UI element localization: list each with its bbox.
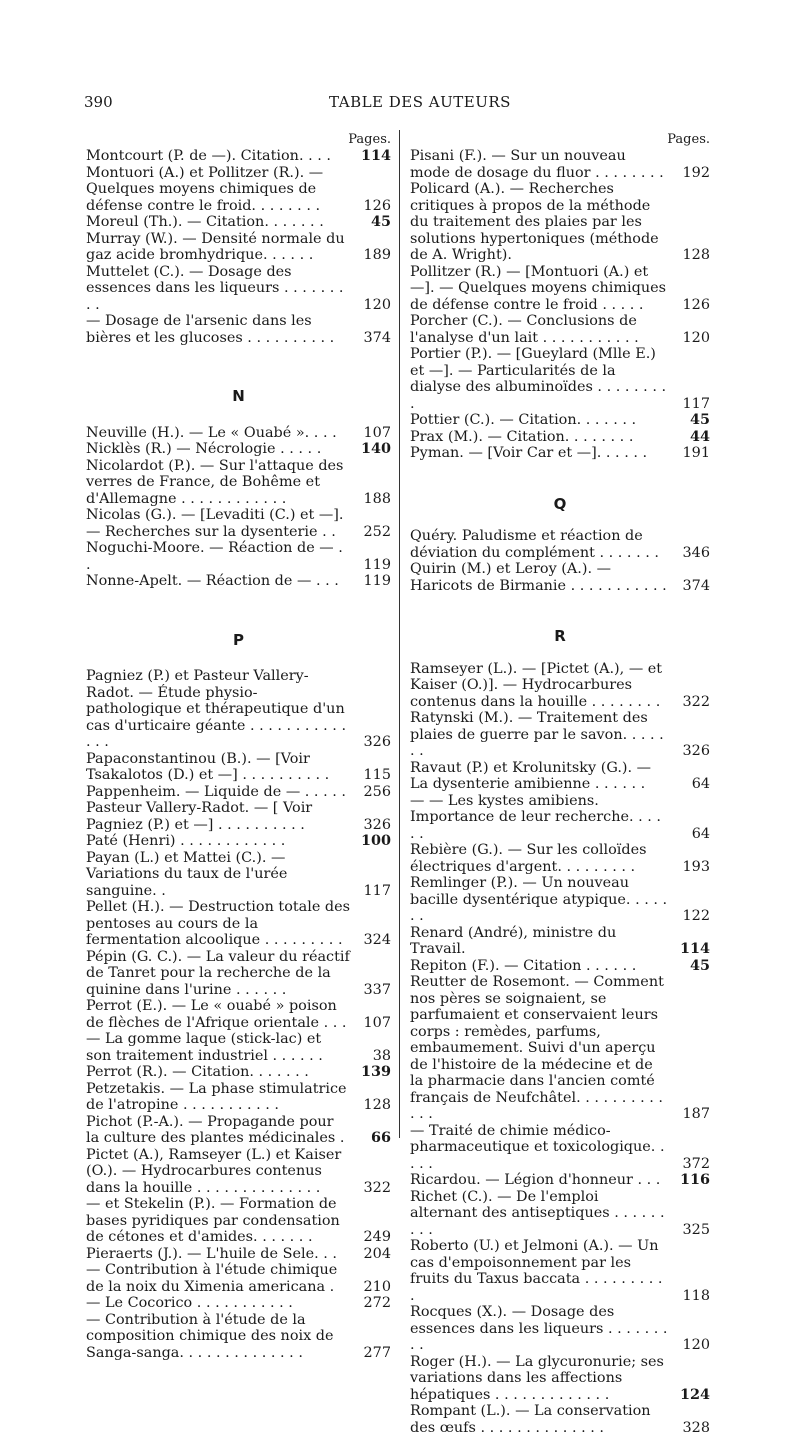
index-entry [410,148,710,181]
entry-text: Neuville (H.). — Le « Ouabé ». . . . [86,425,351,442]
index-entry [410,1123,710,1173]
entry-text: Perrot (R.). — Citation. . . . . . . [86,1064,351,1081]
entry-text: — Contribution à l'étude de la composition chimique des noix de Sanga-sanga. . . . . . . . . . . . . . [86,1312,351,1362]
entry-page-number: 115 [364,767,391,784]
index-entry [86,540,391,573]
entry-text: — et Stekelin (P.). — Formation de bases pyridiques par condensation de cétones et d'amides. . . . . . . [86,1196,351,1246]
entry-text: — Contribution à l'étude chimique de la noix du Ximenia americana . [86,1262,351,1295]
entry-page-number: 188 [364,491,391,508]
entry-text: Petzetakis. — La phase stimulatrice de l'atropine . . . . . . . . . . . [86,1081,351,1114]
page-number: 390 [84,93,113,111]
entry-page-number: 66 [371,1130,391,1147]
entry-page-number: 107 [364,1015,391,1032]
index-entry [86,1295,391,1312]
index-entry [86,1246,391,1263]
index-entry [410,974,710,1123]
entry-page-number: 119 [364,557,391,574]
index-entry [86,165,391,215]
index-entry [86,800,391,833]
index-entry [410,264,710,314]
index-entry [410,1172,710,1189]
entry-text: Rocques (X.). — Dosage des essences dans les liqueurs . . . . . . . . . [410,1304,670,1354]
entry-text: Pottier (C.). — Citation. . . . . . . [410,412,670,429]
entry-page-number: 140 [361,441,391,458]
index-entry [410,1304,710,1354]
entry-text: Portier (P.). — [Gueylard (Mlle E.) et —]. — Particularités de la dialyse des albuminoïdes . . . . . . . . . [410,346,670,412]
index-entry [410,429,710,446]
entries-m [86,148,391,346]
entry-text: Nicolas (G.). — [Levaditi (C.) et —]. — Recherches sur la dysenterie . . [86,507,351,540]
index-entry [86,458,391,508]
entry-page-number: 189 [364,247,391,264]
entry-text: Pyman. — [Voir Car et —]. . . . . . [410,445,670,462]
entry-page-number: 100 [361,833,391,850]
index-entry [410,346,710,412]
index-entry [86,313,391,346]
column-divider [399,130,400,1138]
entry-text: Pollitzer (R.) — [Montuori (A.) et —]. — Quelques moyens chimiques de défense contre le froid . . . . . [410,264,670,314]
index-entry [410,793,710,843]
index-entry [410,445,710,462]
index-entry [86,998,391,1031]
entry-page-number: 372 [683,1156,710,1173]
entries-r [410,661,710,1436]
entry-text: Remlinger (P.). — Un nouveau bacille dysentérique atypique. . . . . . . [410,875,670,925]
index-entry [86,1312,391,1362]
entry-text: Pieraerts (J.). — L'huile de Sele. . . [86,1246,351,1263]
index-entry [86,264,391,314]
index-entry [86,507,391,540]
index-entry [86,148,391,165]
section-heading-r: R [410,628,710,645]
entry-text: Montcourt (P. de —). Citation. . . . [86,148,351,165]
index-entry [86,1081,391,1114]
entries-p-cont [410,148,710,462]
entry-page-number: 119 [364,573,391,590]
entry-text: Paté (Henri) . . . . . . . . . . . . [86,833,351,850]
entry-text: Prax (M.). — Citation. . . . . . . . [410,429,670,446]
index-entry [410,1403,710,1436]
entry-page-number: 120 [683,330,710,347]
index-entry [410,561,710,594]
entry-page-number: 346 [683,545,710,562]
index-entry [410,925,710,958]
entry-text: Ratynski (M.). — Traitement des plaies de guerre par le savon. . . . . . . [410,710,670,760]
entry-page-number: 120 [364,297,391,314]
entry-text: Pisani (F.). — Sur un nouveau mode de dosage du fluor . . . . . . . . [410,148,670,181]
entry-page-number: 45 [690,412,710,429]
index-entry [410,528,710,561]
entry-page-number: 45 [690,958,710,975]
entry-text: Moreul (Th.). — Citation. . . . . . . [86,214,351,231]
entry-text: Pichot (P.-A.). — Propagande pour la culture des plantes médicinales . [86,1114,351,1147]
index-entry [86,1114,391,1147]
entry-text: Rebière (G.). — Sur les colloïdes électriques d'argent. . . . . . . . . [410,842,670,875]
entry-page-number: 128 [683,247,710,264]
entry-page-number: 122 [683,908,710,925]
running-title: TABLE DES AUTEURS [300,93,540,111]
entry-text: Pappenheim. — Liquide de — . . . . . [86,784,351,801]
entry-page-number: 116 [680,1172,710,1189]
entry-page-number: 124 [680,1387,710,1404]
entry-page-number: 322 [683,694,710,711]
entry-text: Roger (H.). — La glycuronurie; ses variations dans les affections hépatiques . . . . . . . . . . . . . [410,1354,670,1404]
index-entry [86,1147,391,1197]
entries-n [86,425,391,590]
entry-page-number: 44 [690,429,710,446]
entry-text: Ravaut (P.) et Krolunitsky (G.). — La dysenterie amibienne . . . . . . [410,760,670,793]
entry-text: Quirin (M.) et Leroy (A.). — Haricots de Birmanie . . . . . . . . . . . [410,561,670,594]
index-entry [86,1031,391,1064]
entry-text: Ramseyer (L.). — [Pictet (A.), — et Kaiser (O.)]. — Hydrocarbures contenus dans la houille . . . . . . . . [410,661,670,711]
entry-page-number: 374 [683,578,710,595]
index-entry [86,668,391,751]
index-entry [410,181,710,264]
entry-page-number: 272 [364,1295,391,1312]
section-heading-q: Q [410,496,710,513]
entry-page-number: 326 [683,743,710,760]
index-entry [86,1196,391,1246]
entry-page-number: 117 [683,396,710,413]
pages-heading: Pages. [410,132,710,148]
index-entry [410,842,710,875]
entry-text: Rompant (L.). — La conservation des œufs . . . . . . . . . . . . . . [410,1403,670,1436]
index-entry [410,760,710,793]
entry-page-number: 64 [692,776,710,793]
index-entry [410,1354,710,1404]
entries-p [86,668,391,1361]
entry-page-number: 126 [364,198,391,215]
index-entry [86,751,391,784]
entry-text: Pagniez (P.) et Pasteur Vallery-Radot. — Étude physio-pathologique et thérapeutique d'un cas d'urticaire géante . . . . . . . . . . . . . . [86,668,351,751]
entries-q [410,528,710,594]
entry-page-number: 120 [683,1337,710,1354]
entry-page-number: 252 [364,524,391,541]
entry-page-number: 107 [364,425,391,442]
entry-page-number: 128 [364,1097,391,1114]
entry-text: Murray (W.). — Densité normale du gaz acide bromhydrique. . . . . . [86,231,351,264]
entry-page-number: 45 [371,214,391,231]
index-entry [86,231,391,264]
entry-page-number: 126 [683,297,710,314]
index-entry [410,661,710,711]
entry-page-number: 204 [364,1246,391,1263]
section-heading-p: P [86,632,391,649]
entry-text: Renard (André), ministre du Travail. [410,925,670,958]
index-entry [410,412,710,429]
index-entry [86,850,391,900]
entry-text: Richet (C.). — De l'emploi alternant des antiseptiques . . . . . . . . . [410,1189,670,1239]
entry-page-number: 193 [683,859,710,876]
entry-text: Ricardou. — Légion d'honneur . . . [410,1172,670,1189]
entry-page-number: 324 [364,932,391,949]
index-entry [410,313,710,346]
entry-page-number: 114 [361,148,391,165]
entry-page-number: 256 [364,784,391,801]
index-entry [410,958,710,975]
index-entry [410,1189,710,1239]
entry-page-number: 139 [361,1064,391,1081]
entry-page-number: 210 [364,1279,391,1296]
right-column [410,132,710,1436]
index-entry [86,899,391,949]
entry-text: Nicklès (R.) — Nécrologie . . . . . [86,441,351,458]
entry-page-number: 326 [364,817,391,834]
entry-text: — Traité de chimie médico-pharmaceutique et toxicologique. . . . . [410,1123,670,1173]
index-entry [410,1238,710,1304]
entry-page-number: 337 [364,982,391,999]
entry-page-number: 64 [692,826,710,843]
index-entry [410,875,710,925]
entry-page-number: 326 [364,734,391,751]
entry-page-number: 38 [373,1048,391,1065]
entry-text: Payan (L.) et Mattei (C.). — Variations du taux de l'urée sanguine. . [86,850,351,900]
entry-text: Noguchi-Moore. — Réaction de — . . [86,540,351,573]
index-entry [86,573,391,590]
index-entry [86,441,391,458]
entry-text: Perrot (E.). — Le « ouabé » poison de flèches de l'Afrique orientale . . . [86,998,351,1031]
entry-text: Montuori (A.) et Pollitzer (R.). — Quelques moyens chimiques de défense contre le froid. . . . . . . . [86,165,351,215]
pages-heading: Pages. [86,132,391,148]
entry-text: Policard (A.). — Recherches critiques à propos de la méthode du traitement des plaies par les solutions hypertoniques (méthode de A. Wright). [410,181,670,264]
entry-text: Reutter de Rosemont. — Comment nos pères se soignaient, se parfumaient et conservaient leurs corps : remèdes, parfums, embaumement. Suivi d'un aperçu de l'histoire de la médecine et de la pharmacie dans l'ancien comté français de Neufchâtel. . . . . . . . . . . . . [410,974,670,1123]
entry-text: — Le Cocorico . . . . . . . . . . . [86,1295,351,1312]
entry-text: Nicolardot (P.). — Sur l'attaque des verres de France, de Bohême et d'Allemagne . . . . . . . . . . . . [86,458,351,508]
section-heading-n: N [86,388,391,405]
entry-page-number: 325 [683,1222,710,1239]
entry-text: Nonne-Apelt. — Réaction de — . . . [86,573,351,590]
entry-page-number: 118 [683,1288,710,1305]
entry-text: Pellet (H.). — Destruction totale des pentoses au cours de la fermentation alcoolique . . . . . . . . . [86,899,351,949]
entry-page-number: 322 [364,1180,391,1197]
index-entry [86,833,391,850]
index-entry [86,1262,391,1295]
entry-text: Repiton (F.). — Citation . . . . . . [410,958,670,975]
index-entry [86,784,391,801]
entry-text: Pasteur Vallery-Radot. — [ Voir Pagniez (P.) et —] . . . . . . . . . . [86,800,351,833]
entry-page-number: 277 [364,1345,391,1362]
entry-page-number: 249 [364,1229,391,1246]
index-entry [86,1064,391,1081]
entry-text: Muttelet (C.). — Dosage des essences dans les liqueurs . . . . . . . . . [86,264,351,314]
entry-page-number: 117 [364,883,391,900]
index-entry [86,949,391,999]
index-entry [410,710,710,760]
entry-text: Pépin (G. C.). — La valeur du réactif de Tanret pour la recherche de la quinine dans l'urine . . . . . . [86,949,351,999]
entry-page-number: 191 [683,445,710,462]
entry-text: — — Les kystes amibiens. Importance de leur recherche. . . . . . [410,793,670,843]
entry-text: Quéry. Paludisme et réaction de déviation du complément . . . . . . . [410,528,670,561]
entry-page-number: 192 [683,165,710,182]
index-entry [86,214,391,231]
entry-page-number: 187 [683,1106,710,1123]
entry-page-number: 328 [683,1420,710,1436]
entry-page-number: 114 [680,941,710,958]
entry-text: — Dosage de l'arsenic dans les bières et les glucoses . . . . . . . . . . [86,313,351,346]
entry-page-number: 374 [364,330,391,347]
left-column [86,132,391,1361]
entry-text: Roberto (U.) et Jelmoni (A.). — Un cas d'empoisonnement par les fruits du Taxus baccata . . . . . . . . . . [410,1238,670,1304]
entry-text: Pictet (A.), Ramseyer (L.) et Kaiser (O.). — Hydrocarbures contenus dans la houille . . . . . . . . . . . . . . [86,1147,351,1197]
index-entry [86,425,391,442]
entry-text: Papaconstantinou (B.). — [Voir Tsakalotos (D.) et —] . . . . . . . . . . [86,751,351,784]
entry-text: Porcher (C.). — Conclusions de l'analyse d'un lait . . . . . . . . . . . [410,313,670,346]
entry-text: — La gomme laque (stick-lac) et son traitement industriel . . . . . . [86,1031,351,1064]
